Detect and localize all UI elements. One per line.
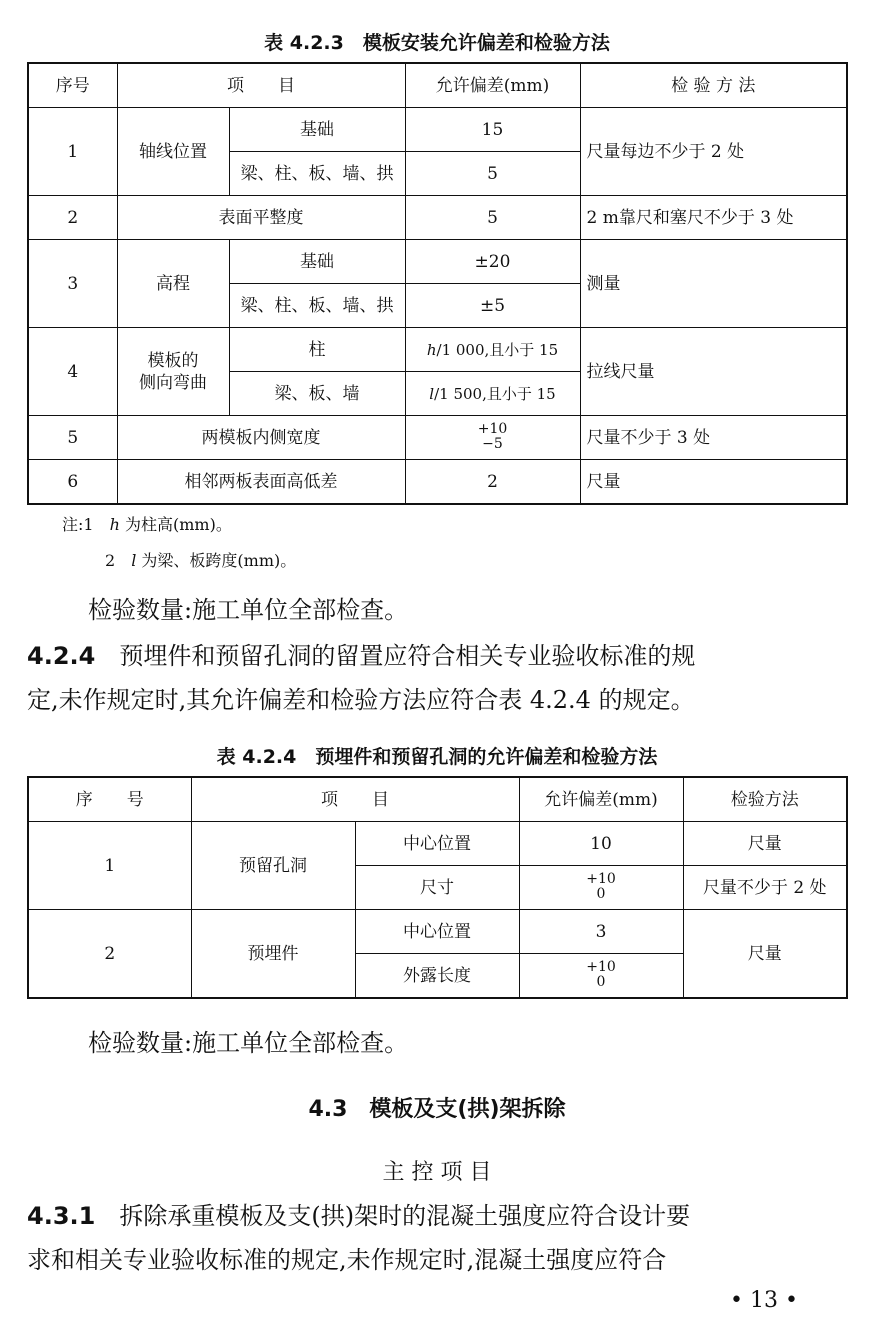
cell: 1	[28, 822, 191, 910]
inspection-quantity: 检验数量:施工单位全部检查。	[88, 596, 409, 624]
clause-text: 拆除承重模板及支(拱)架时的混凝土强度应符合设计要	[95, 1202, 691, 1230]
table-row	[28, 108, 847, 152]
subheading: 主 控 项 目	[382, 1160, 492, 1185]
cell: 15	[405, 108, 580, 152]
note-label: 注:1	[62, 515, 94, 534]
table-row	[28, 328, 847, 372]
cell: 预留孔洞	[191, 822, 355, 910]
cell: 2	[28, 910, 191, 999]
cell: 外露长度	[355, 954, 519, 999]
inspection-quantity: 检验数量:施工单位全部检查。	[88, 1029, 409, 1057]
header-cell: 允许偏差(mm)	[405, 63, 580, 108]
table-title: 表 4.2.4 预埋件和预留孔洞的允许偏差和检验方法	[216, 746, 658, 768]
tolerance-text: /1 000,且小于 15	[436, 340, 559, 359]
table-row	[28, 822, 847, 866]
cell: 4	[28, 328, 117, 416]
clause-4-3-1-line1	[27, 1194, 690, 1238]
header-cell: 项 目	[117, 63, 405, 108]
table-note	[105, 548, 296, 571]
section-heading: 4.3 模板及支(拱)架拆除	[308, 1097, 566, 1122]
variable: l	[131, 551, 137, 570]
cell: 尺寸	[355, 866, 519, 910]
cell	[117, 328, 229, 416]
tol-lower: 0	[596, 973, 606, 990]
cell: 相邻两板表面高低差	[117, 460, 405, 505]
note-label: 2	[105, 551, 116, 570]
header-cell: 允许偏差(mm)	[519, 777, 683, 822]
cell: 尺量不少于 2 处	[683, 866, 847, 910]
tol-upper: +10	[586, 958, 616, 975]
cell: 3	[28, 240, 117, 328]
cell: 3	[519, 910, 683, 954]
note-text: 为柱高(mm)。	[119, 515, 232, 534]
cell: 高程	[117, 240, 229, 328]
cell: 轴线位置	[117, 108, 229, 196]
cell: 基础	[229, 240, 405, 284]
cell: 尺量每边不少于 2 处	[580, 108, 847, 196]
cell: 尺量	[683, 910, 847, 999]
cell: 中心位置	[355, 822, 519, 866]
clause-number: 4.2.4	[27, 642, 96, 670]
header-cell: 序号	[28, 63, 117, 108]
cell: 尺量	[580, 460, 847, 505]
clause-4-3-1-line2: 求和相关专业验收标准的规定,未作规定时,混凝土强度应符合	[27, 1246, 667, 1274]
tolerance-table-4-2-4	[27, 776, 848, 999]
cell: 尺量不少于 3 处	[580, 416, 847, 460]
cell: 5	[405, 152, 580, 196]
cell: 基础	[229, 108, 405, 152]
tolerance-text: /1 500,且小于 15	[434, 384, 556, 403]
cell	[405, 416, 580, 460]
header-cell: 检 验 方 法	[580, 63, 847, 108]
cell: 柱	[229, 328, 405, 372]
cell: ±5	[405, 284, 580, 328]
cell: 尺量	[683, 822, 847, 866]
cell: 梁、柱、板、墙、拱	[229, 152, 405, 196]
table-note	[62, 512, 232, 535]
cell: ±20	[405, 240, 580, 284]
header-cell: 项 目	[191, 777, 519, 822]
clause-text: 预埋件和预留孔洞的留置应符合相关专业验收标准的规	[95, 642, 696, 670]
table-row	[28, 196, 847, 240]
clause-4-2-4-line1	[27, 634, 695, 678]
page-number: • 13 •	[730, 1288, 798, 1313]
tol-upper: +10	[477, 420, 508, 437]
cell: 表面平整度	[117, 196, 405, 240]
cell: 10	[519, 822, 683, 866]
cell	[519, 866, 683, 910]
cell: 两模板内侧宽度	[117, 416, 405, 460]
tol-lower: 0	[596, 885, 606, 902]
header-cell: 检验方法	[683, 777, 847, 822]
table-title: 表 4.2.3 模板安装允许偏差和检验方法	[264, 32, 610, 54]
cell	[405, 372, 580, 416]
cell: 2	[28, 196, 117, 240]
table-header	[28, 63, 847, 108]
clause-4-2-4-line2: 定,未作规定时,其允许偏差和检验方法应符合表 4.2.4 的规定。	[27, 686, 695, 714]
cell: 5	[405, 196, 580, 240]
tol-upper: +10	[586, 870, 616, 887]
cell	[405, 328, 580, 372]
cell: 拉线尺量	[580, 328, 847, 416]
cell: 测量	[580, 240, 847, 328]
clause-number: 4.3.1	[27, 1202, 96, 1230]
cell: 6	[28, 460, 117, 505]
header-cell: 序 号	[28, 777, 191, 822]
variable: l	[429, 384, 435, 403]
table-row	[28, 240, 847, 284]
cell: 梁、板、墙	[229, 372, 405, 416]
cell: 预埋件	[191, 910, 355, 999]
item-line: 侧向弯曲	[139, 372, 207, 393]
cell	[519, 954, 683, 999]
item-line: 模板的	[147, 350, 199, 371]
note-text: 为梁、板跨度(mm)。	[136, 551, 297, 570]
table-row	[28, 460, 847, 505]
cell: 1	[28, 108, 117, 196]
table-header	[28, 777, 847, 822]
tol-lower: −5	[482, 435, 503, 452]
cell: 2 m靠尺和塞尺不少于 3 处	[580, 196, 847, 240]
cell: 中心位置	[355, 910, 519, 954]
tolerance-table-4-2-3	[27, 62, 848, 505]
variable: h	[109, 515, 120, 534]
variable: h	[426, 340, 437, 359]
table-row	[28, 910, 847, 954]
table-row	[28, 416, 847, 460]
cell: 梁、柱、板、墙、拱	[229, 284, 405, 328]
cell: 2	[405, 460, 580, 505]
cell: 5	[28, 416, 117, 460]
